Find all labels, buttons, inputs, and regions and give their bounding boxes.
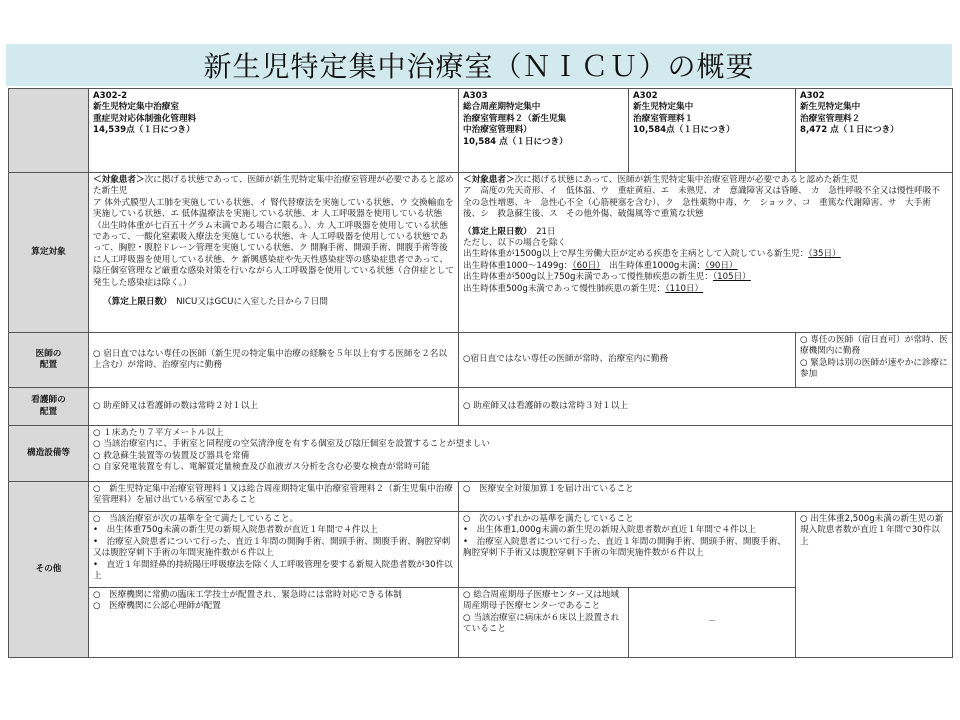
other-cell-3-3: －: [629, 588, 796, 658]
column-points: 10,584点（１日につき）: [633, 125, 735, 136]
column-code: A302-2: [93, 91, 128, 101]
limit-line: 出生時体重が500g以上750g未満であって慢性肺疾患の新生児：（105日）: [463, 272, 751, 283]
target-patients-label: ＜対象患者＞: [463, 175, 515, 185]
limit-days-value: 21日: [536, 226, 556, 237]
column-header: [796, 89, 953, 173]
row-label-santei: 算定対象: [9, 173, 89, 333]
page-title: 新生児特定集中治療室（ＮＩＣＵ）の概要: [6, 44, 952, 86]
column-name: 新生児特定集中 治療室管理料１: [633, 102, 694, 124]
column-points: 14,539点（１日につき）: [93, 125, 195, 136]
column-code: A302: [633, 91, 658, 101]
column-header: [629, 89, 796, 173]
other-cell-1-2: ○ 医療安全対策加算１を届け出ていること: [459, 482, 953, 512]
column-header: [89, 89, 459, 173]
other-cell-3-1: ○ 医療機関に常勤の臨床工学技士が配置され、緊急時には常時対応できる体制 ○ 医療機関に公認心理師が配置: [89, 588, 459, 658]
row-label-structure: 構造設備等: [9, 426, 89, 482]
column-header: [459, 89, 629, 173]
nurse-cell-2: ○ 助産師又は看護師の数は常時３対１以上: [459, 388, 953, 426]
column-points: 8,472 点（１日につき）: [800, 125, 899, 136]
doctor-cell-3: ○ 専任の医師（宿日直可）が常時、医療機関内に勤務 ○ 緊急時は別の医師が速やかに診療に参加: [796, 333, 953, 388]
row-label-doctor: 医師の 配置: [9, 333, 89, 388]
other-cell-1-1: ○ 新生児特定集中治療室管理料１又は総合周産期特定集中治療室管理料２（新生児集中治療室管理料）を届け出ている病室であること: [89, 482, 459, 512]
limit-line: ただし、以下の場合を除く: [463, 238, 567, 249]
row-label-other: その他: [9, 482, 89, 658]
other-cell-3-2: ○ 総合周産期母子医療センター又は地域周産期母子医療センターであること ○ 当該治療室に病床が６床以上設置されていること: [459, 588, 629, 658]
target-patients-text: 次に掲げる状態にあって、医師が新生児特定集中治療室管理が必要であると認めた新生児 ア 高度の先天奇形、イ 低体温、ウ 重症黄疸、エ 未熟児、オ 意識障害又は昏睡、 カ 急性呼吸不全又は慢性呼吸不全の急性増悪、キ 急性心不全（心筋梗塞を含む）、ク 急性薬物中毒、ケ ショック、コ 重篤な代謝障害、サ 大手術後、シ 救急蘇生後、ス その他外傷、破傷風等で重篤な状態: [463, 175, 940, 220]
column-points: 10,584 点（１日につき）: [463, 136, 568, 147]
limit-days-text: NICU又はGCUに入室した日から７日間: [176, 297, 328, 308]
limit-line: 出生時体重500g未満であって慢性肺疾患の新生児：（110日）: [463, 283, 704, 294]
santei-cell-1: [89, 173, 459, 333]
limit-days-label: （算定上限日数）: [463, 226, 528, 237]
limit-line: 出生時体重1000～1499g：（60日） 出生時体重1000g未満：（90日）: [463, 260, 738, 271]
limit-days-label: （算定上限日数）: [103, 297, 168, 308]
target-patients-label: ＜対象患者＞: [93, 175, 145, 185]
column-code: A302: [800, 91, 825, 101]
limit-line: 出生時体重が1500g以上で厚生労働大臣が定める疾患を主病として入院している新生児：（35日）: [463, 249, 841, 260]
row-label-nurse: 看護師の 配置: [9, 388, 89, 426]
other-cell-2-3: ○ 出生体重2,500g未満の新生児の新規入院患者数が直近１年間で30件以上: [796, 512, 953, 658]
table-corner: [9, 89, 89, 173]
column-name: 新生児特定集中治療室 重症児対応体制強化管理料: [93, 102, 197, 124]
doctor-cell-1: ○ 宿日直ではない専任の医師（新生児の特定集中治療の経験を５年以上有する医師を２名以上含む）が常時、治療室内に勤務: [89, 333, 459, 388]
santei-cell-2: [459, 173, 953, 333]
other-cell-2-2: ○ 次のいずれかの基準を満たしていること • 出生体重1,000g未満の新生児の新規入院患者数が直近１年間で４件以上 • 治療室入院患者について行った、直近１年間の開胸手術、開頭手術、開腹手術、胸腔穿刺下手術又は腹腔穿刺下手術の年間実施件数が６件以上: [459, 512, 796, 588]
column-name: 新生児特定集中 治療室管理料２: [800, 102, 861, 124]
column-code: A303: [463, 91, 488, 101]
nurse-cell-1: ○ 助産師又は看護師の数は常時２対１以上: [89, 388, 459, 426]
structure-cell: ○ １床あたり７平方メートル以上 ○ 当該治療室内に、手術室と同程度の空気清浄度を有する個室及び陰圧個室を設置することが望ましい ○ 救急蘇生装置等の装置及び器具を常備 ○ 自家発電装置を有し、電解質定量検査及び血液ガス分析を含む必要な検査が常時可能: [89, 426, 953, 482]
doctor-cell-2: ○宿日直ではない専任の医師が常時、治療室内に勤務: [459, 333, 796, 388]
column-name: 総合周産期特定集中 治療室管理料２（新生児集 中治療室管理料）: [463, 102, 567, 136]
other-cell-2-1: ○ 当該治療室が次の基準を全て満たしていること。 • 出生体重750g未満の新生児の新規入院患者数が直近１年間で４件以上 • 治療室入院患者について行った、直近１年間の開胸手術、開頭手術、開腹手術、胸腔穿刺又は腹腔穿刺下手術の年間実施件数が６件以上 • 直近１年間経鼻的持続陽圧呼吸療法を除く人工呼吸管理を要する新規入院患者数が30件以上: [89, 512, 459, 588]
nicu-overview-table: [8, 88, 953, 658]
target-patients-text: 次に掲げる状態であって、医師が新生児特定集中治療室管理が必要であると認めた新生児 ア 体外式膜型人工肺を実施している状態、イ 腎代替療法を実施している状態、ウ 交換輸血を実施している状態、エ 低体温療法を実施している状態、オ 人工呼吸器を使用している状態（出生時体重が七百五十グラム未満である場合に限る。）、カ 人工呼吸器を使用している状態であって、一酸化窒素吸入療法を実施している状態、キ 人工呼吸器を使用している状態であって、胸腔・腹腔ドレーン管理を実施している状態、ク 開胸手術、開頭手術、開腹手術等後に人工呼吸器を使用している状態、ケ 新興感染症や先天性感染症等の感染症患者であって、陰圧個室管理など厳重な感染対策を行いながら人工呼吸器を使用している状態（合併症として発生した感染症は除く。）: [93, 175, 454, 288]
